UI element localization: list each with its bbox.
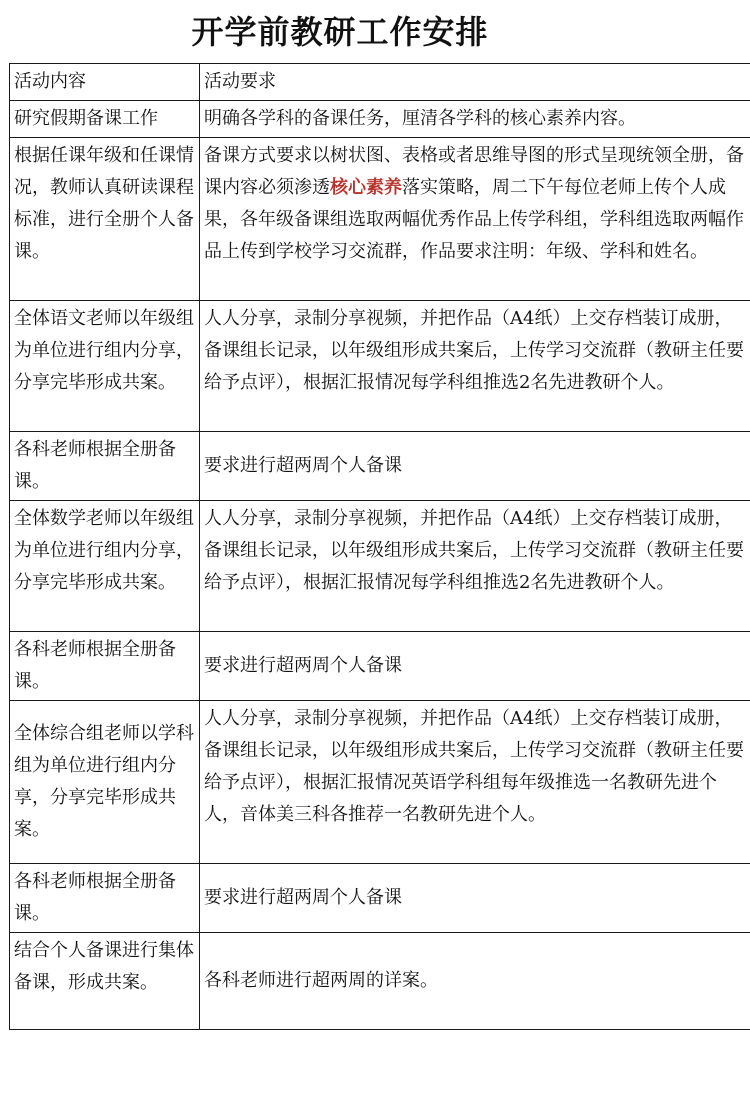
activity-requirement-cell: 要求进行超两周个人备课 [200,432,750,501]
activity-content-cell: 各科老师根据全册备课。 [10,432,200,501]
requirement-text: 落实策略，周二下午每位老师上传个人成果，各年级备课组选取两幅优秀作品上传学科组，学科组选取两幅作品上传到学校学习交流群，作品要求注明：年级、学科和姓名。 [204,177,744,262]
activity-content-cell: 研究假期备课工作 [10,101,200,138]
schedule-table [9,63,750,1030]
activity-content-cell: 全体综合组老师以学科组为单位进行组内分享，分享完毕形成共案。 [10,701,200,864]
activity-content-cell: 各科老师根据全册备课。 [10,632,200,701]
activity-content-cell: 根据任课年级和任课情况，教师认真研读课程标准，进行全册个人备课。 [10,138,200,301]
table-header-row [10,64,750,101]
header-activity-content: 活动内容 [10,64,200,101]
activity-requirement-cell: 人人分享，录制分享视频，并把作品（A4纸）上交存档装订成册，备课组长记录，以年级组形成共案后，上传学习交流群（教研主任要给予点评），根据汇报情况英语学科组每年级推选一名教研先进个人，音体美三科各推荐一名教研先进个人。 [200,701,750,864]
table-row [10,933,750,1030]
table-row [10,701,750,864]
activity-requirement-cell: 明确各学科的备课任务，厘清各学科的核心素养内容。 [200,101,750,138]
table-row [10,501,750,632]
table-row [10,632,750,701]
requirement-text: 备课方式要求以树状图、表格或者思维导图的形式呈现统领全册，备课内容必须渗透 [204,145,744,198]
table-row [10,432,750,501]
activity-requirement-cell: 人人分享，录制分享视频，并把作品（A4纸）上交存档装订成册，备课组长记录，以年级组形成共案后，上传学习交流群（教研主任要给予点评），根据汇报情况每学科组推选2名先进教研个人。 [200,501,750,632]
table-row [10,864,750,933]
activity-content-cell: 各科老师根据全册备课。 [10,864,200,933]
activity-requirement-cell: 要求进行超两周个人备课 [200,632,750,701]
activity-requirement-cell: 人人分享，录制分享视频，并把作品（A4纸）上交存档装订成册，备课组长记录，以年级组形成共案后，上传学习交流群（教研主任要给予点评），根据汇报情况每学科组推选2名先进教研个人。 [200,301,750,432]
activity-requirement-cell: 要求进行超两周个人备课 [200,864,750,933]
table-row [10,101,750,138]
header-activity-requirement: 活动要求 [200,64,750,101]
activity-requirement-cell [200,138,750,301]
page-title: 开学前教研工作安排 [191,13,489,51]
activity-content-cell: 全体语文老师以年级组为单位进行组内分享，分享完毕形成共案。 [10,301,200,432]
core-literacy-highlight: 核心素养 [330,177,402,198]
table-row [10,138,750,301]
table-row [10,301,750,432]
activity-content-cell: 结合个人备课进行集体备课，形成共案。 [10,933,200,1030]
activity-content-cell: 全体数学老师以年级组为单位进行组内分享，分享完毕形成共案。 [10,501,200,632]
activity-requirement-cell: 各科老师进行超两周的详案。 [200,933,750,1030]
